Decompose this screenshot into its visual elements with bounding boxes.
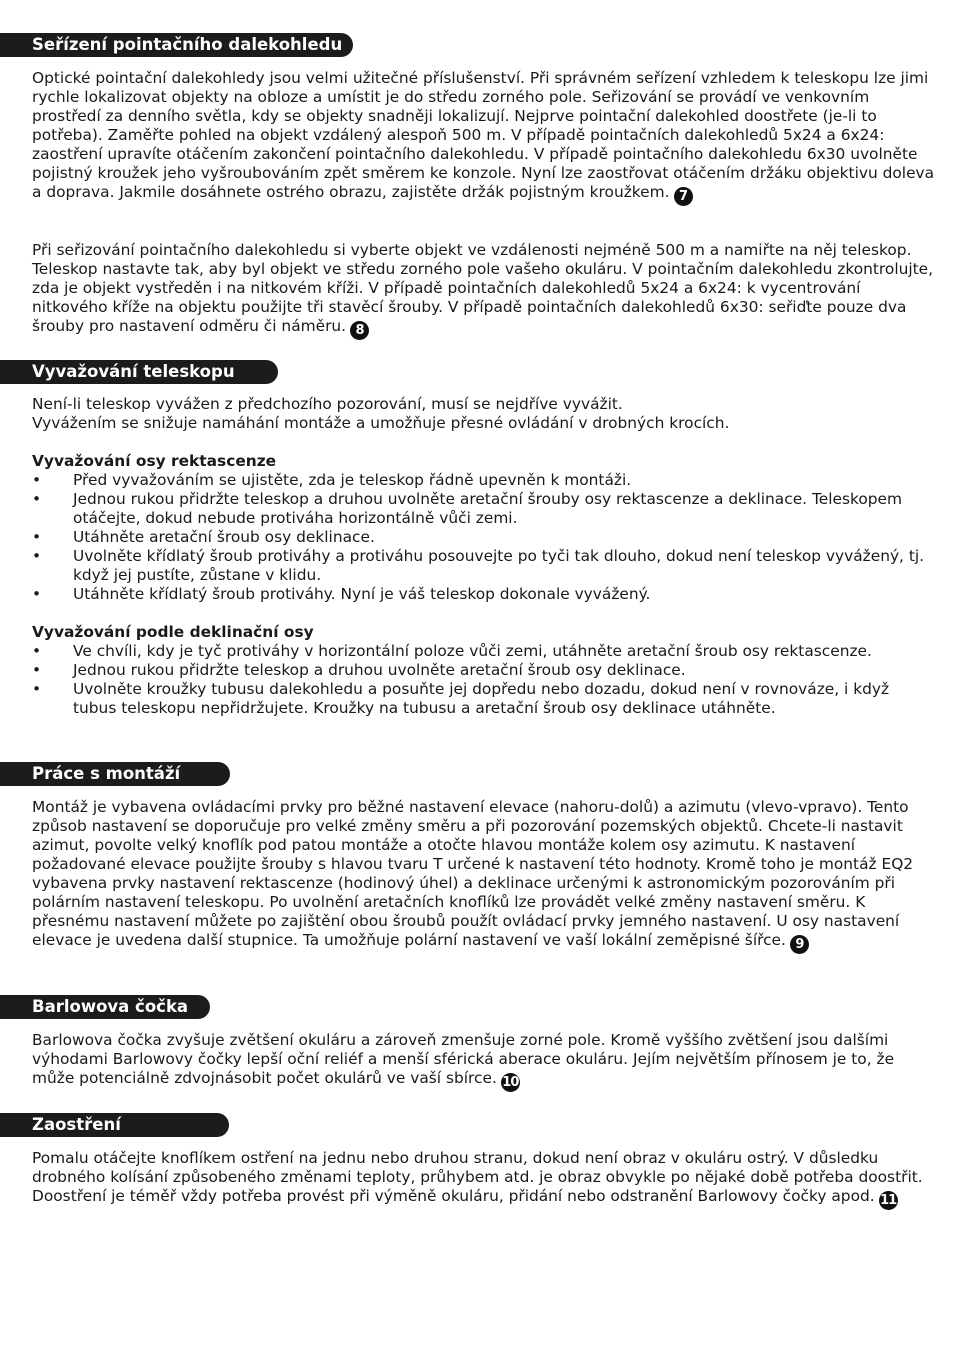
list-item: • Jednou rukou přidržte teleskop a druhou uvolněte aretační šrouby osy rektascenze a deklinace. Teleskopem otáčejte, dokud nebude protiváha horizontálně vůči zemi.	[32, 490, 937, 528]
figure-ref-badge: 10	[502, 1075, 519, 1090]
figure-ref-badge: 8	[350, 321, 369, 340]
paragraph-text: Barlowova čočka zvyšuje zvětšení okuláru a zároveň zmenšuje zorné pole. Kromě vyššího zvětšení jsou dalšími výhodami Barlowovy čočky lepší oční reliéf a menší sférická aberace okuláru. Jejím největším přínosem je to, že může potenciálně zdvojnásobit počet okulárů ve vaší sbírce.	[32, 1031, 895, 1087]
finder-alignment-paragraph-2	[32, 241, 937, 340]
section-heading-focusing: Zaostření	[0, 1113, 229, 1137]
figure-ref-badge: 7	[674, 187, 693, 206]
paragraph-text: Pomalu otáčejte knoflíkem ostření na jednu nebo druhou stranu, dokud není obraz v okuláru ostrý. V důsledku drobného kolísání způsobeného změnami teploty, průhybem atd. je obraz obvykle po nějaké době potřeba doostřit. Doostření je téměř vždy potřeba provést při výměně okuláru, přidání nebo odstranění Barlowovy čočky apod.	[32, 1149, 923, 1205]
list-item: • Jednou rukou přidržte teleskop a druhou uvolněte aretační šroub osy deklinace.	[32, 661, 937, 680]
list-item: • Uvolněte kroužky tubusu dalekohledu a posuňte jej dopředu nebo dozadu, dokud není v rovnováze, i když tubus teleskopu nepřidržujete. Kroužky na tubusu a aretační šroub osy deklinace utáhněte.	[32, 680, 937, 718]
paragraph-text: Při seřizování pointačního dalekohledu si vyberte objekt ve vzdálenosti nejméně 500 m a namiřte na něj teleskop. Teleskop nastavte tak, aby byl objekt ve středu zorného pole vašeho okuláru. V pointačním dalekohledu zkontrolujte, zda je objekt vystředěn i na nitkovém kříži. V případě pointačních dalekohledů 5x24 a 6x24: k vycentrování nitkového kříže na objektu použijte tři stavěcí šrouby. V případě pointačních dalekohledů 6x30: seřiďte pouze dva šrouby pro nastavení odměru či náměru.	[32, 241, 934, 335]
section-heading-balancing: Vyvažování teleskopu	[0, 360, 278, 384]
balancing-body	[32, 395, 937, 718]
ra-balance-list	[32, 471, 937, 604]
list-item: • Uvolněte křídlatý šroub protiváhy a protiváhu posouvejte po tyči tak dlouho, dokud není teleskop vyvážený, tj. když jej pustíte, zůstane v klidu.	[32, 547, 937, 585]
subheading-dec-balance: Vyvažování podle deklinační osy	[32, 623, 314, 641]
subheading-ra-balance: Vyvažování osy rektascenze	[32, 452, 277, 470]
finder-alignment-paragraph-1	[32, 69, 937, 206]
list-item: • Ve chvíli, kdy je tyč protiváhy v horizontální poloze vůči zemi, utáhněte aretační šroub osy rektascenze.	[32, 642, 937, 661]
dec-balance-list	[32, 642, 937, 718]
balancing-intro-2: Vyvážením se snižuje namáhání montáže a umožňuje přesné ovládání v drobných krocích.	[32, 414, 730, 432]
list-item: • Před vyvažováním se ujistěte, zda je teleskop řádně upevněn k montáži.	[32, 471, 937, 490]
balancing-intro-1: Není-li teleskop vyvážen z předchozího pozorování, musí se nejdříve vyvážit.	[32, 395, 623, 413]
list-item: • Utáhněte křídlatý šroub protiváhy. Nyní je váš teleskop dokonale vyvážený.	[32, 585, 937, 604]
focusing-paragraph	[32, 1149, 937, 1210]
section-heading-mount-operation: Práce s montáží	[0, 762, 230, 786]
paragraph-text: Optické pointační dalekohledy jsou velmi užitečné příslušenství. Při správném seřízení vzhledem k teleskopu lze jimi rychle lokalizovat objekty na obloze a umístit je do středu zorného pole. Seřizování se provádí ve venkovním prostředí za denního světla, kdy se objekty snadněji lokalizují. Nejprve pointační dalekohled doostřete (je-li to potřeba). Zaměřte pohled na objekt vzdálený alespoň 500 m. V případě pointačních dalekohledů 5x24 a 6x24: zaostření upravíte otáčením zakončení pointačního dalekohledu. V případě pointačního dalekohledu 6x30 uvolněte pojistný kroužek jeho vyšroubováním zpět směrem ke konzole. Nyní lze zaostřovat otáčením držáku objektivu doleva a doprava. Jakmile dosáhnete ostrého obrazu, zajistěte držák pojistným kroužkem.	[32, 69, 935, 201]
barlow-lens-paragraph	[32, 1031, 937, 1092]
figure-ref-badge: 9	[790, 935, 809, 954]
section-heading-finder-alignment: Seřízení pointačního dalekohledu	[0, 33, 353, 57]
figure-ref-badge: 11	[880, 1193, 897, 1208]
mount-operation-paragraph	[32, 798, 937, 954]
section-heading-barlow-lens: Barlowova čočka	[0, 995, 210, 1019]
paragraph-text: Montáž je vybavena ovládacími prvky pro běžné nastavení elevace (nahoru-dolů) a azimutu (vlevo-vpravo). Tento způsob nastavení se doporučuje pro velké změny směru a při pozorování pozemských objektů. Chcete-li nastavit azimut, povolte velký knoflík pod patou montáže a otočte hlavou montáže kolem osy azimutu. K nastavení požadované elevace použijte šrouby s hlavou tvaru T určené k nastavení této hodnoty. Kromě toho je montáž EQ2 vybavena prvky nastavení rektascenze (hodinový úhel) a deklinace určenými k astronomickým pozorováním při polárním nastavení teleskopu. Po uvolnění aretačních knoflíků lze provádět velké změny nastavení směru. K přesnému nastavení můžete po zajištění obou šroubů použít ovládací prvky jemného nastavení. U osy nastavení elevace je uvedena další stupnice. Ta umožňuje polární nastavení ve vaší lokální zeměpisné šířce.	[32, 798, 914, 949]
list-item: • Utáhněte aretační šroub osy deklinace.	[32, 528, 937, 547]
